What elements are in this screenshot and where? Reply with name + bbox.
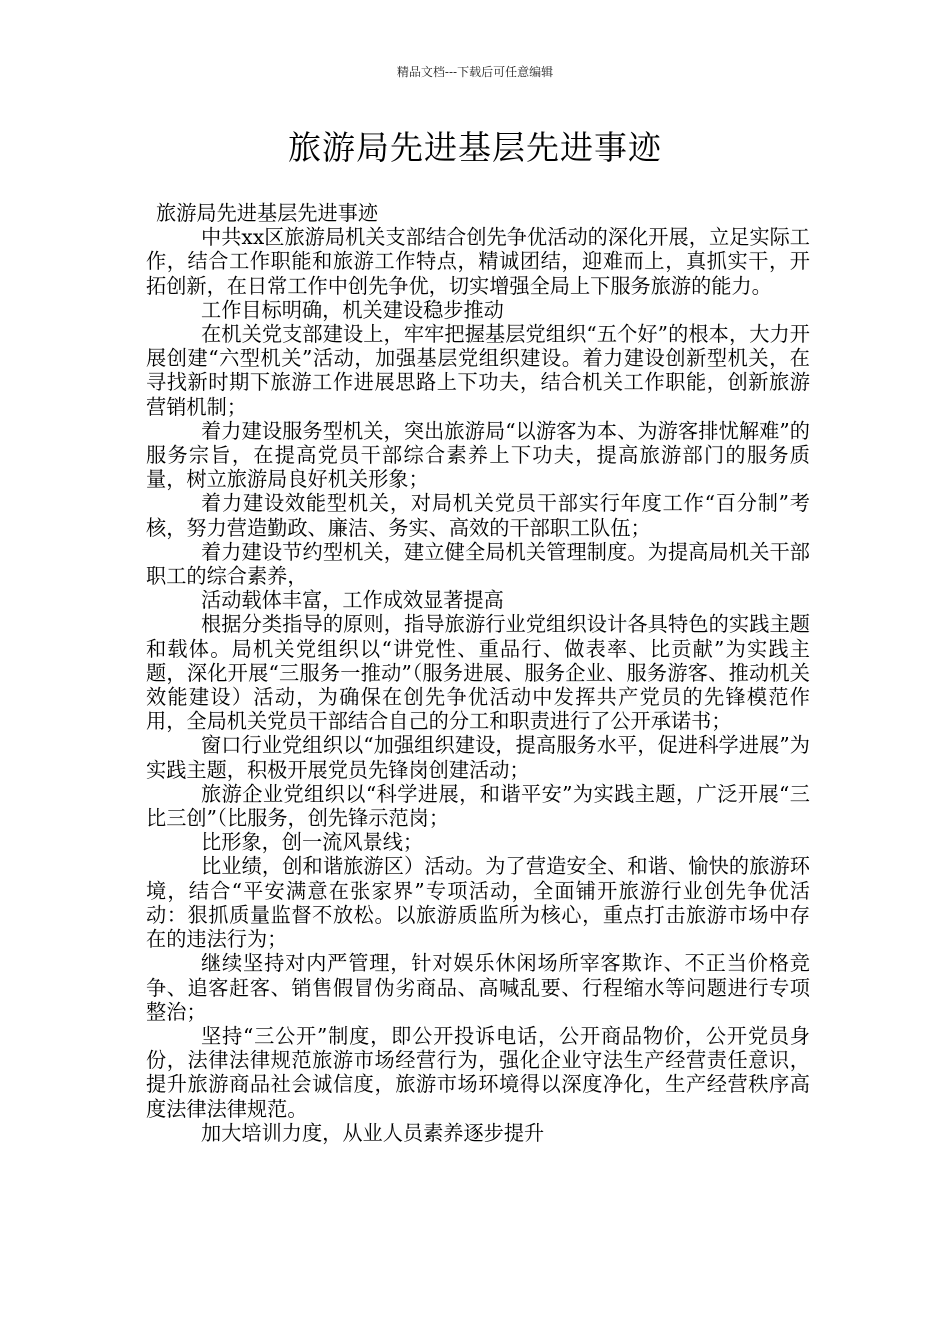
paragraph-efficiency-organ: 着力建设效能型机关，对局机关党员干部实行年度工作“百分制”考核，努力营造勤政、廉洁、务实、高效的干部职工队伍； [146, 491, 810, 540]
section-heading-training: 加大培训力度，从业人员素养逐步提升 [201, 1120, 545, 1145]
document-subheading: 旅游局先进基层先进事迹 [156, 201, 379, 225]
page-header: 精品文档---下载后可任意编辑 [396, 65, 554, 79]
section-heading-activities: 活动载体丰富，工作成效显著提高 [201, 588, 504, 613]
paragraph-management: 继续坚持对内严管理，针对娱乐休闲场所宰客欺诈、不正当价格竞争、追客赶客、销售假冒伪劣商品、高喊乱要、行程缩水等问题进行专项整治； [146, 951, 810, 1024]
paragraph-three-public: 坚持“三公开”制度，即公开投诉电话，公开商品物价，公开党员身份，法律法律规范旅游市场经营行为，强化企业守法生产经营责任意识，提升旅游商品社会诚信度，旅游市场环境得以深度净化，生产经营秩序高度法律法律规范。 [146, 1023, 810, 1121]
paragraph-window-industry: 窗口行业党组织以“加强组织建设，提高服务水平，促进科学进展”为实践主题，积极开展党员先锋岗创建活动； [146, 733, 810, 782]
paragraph-economy-organ: 着力建设节约型机关，建立健全局机关管理制度。为提高局机关干部职工的综合素养， [146, 539, 810, 589]
paragraph-tourism-enterprise: 旅游企业党组织以“科学进展，和谐平安”为实践主题，广泛开展“三比三创”（比服务，创先锋示范岗； [146, 781, 810, 831]
document-body [146, 201, 810, 1145]
paragraph-guidance: 根据分类指导的原则，指导旅游行业党组织设计各具特色的实践主题和载体。局机关党组织以“讲党性、重品行、做表率、比贡献”为实践主题，深化开展“三服务一推动”（服务进展、服务企业、服务游客、推动机关效能建设）活动，为确保在创先争优活动中发挥共产党员的先锋模范作用，全局机关党员干部结合自己的分工和职责进行了公开承诺书； [146, 612, 810, 734]
document-title: 旅游局先进基层先进事迹 [288, 128, 662, 167]
paragraph-party-branch: 在机关党支部建设上，牢牢把握基层党组织“五个好”的根本，大力开展创建“六型机关”活动，加强基层党组织建设。着力建设创新型机关，在寻找新时期下旅游工作进展思路上下功夫，结合机关工作职能，创新旅游营销机制； [146, 322, 810, 419]
paragraph-performance: 比业绩，创和谐旅游区）活动。为了营造安全、和谐、愉快的旅游环境，结合“平安满意在张家界”专项活动，全面铺开旅游行业创先争优活动：狠抓质量监督不放松。以旅游质监所为核心，重点打击旅游市场中存在的违法行为； [146, 854, 810, 952]
paragraph-service-organ: 着力建设服务型机关，突出旅游局“以游客为本、为游客排忧解难”的服务宗旨，在提高党员干部综合素养上下功夫，提高旅游部门的服务质量，树立旅游局良好机关形象； [146, 418, 810, 492]
paragraph-image: 比形象，创一流风景线； [201, 830, 424, 855]
paragraph-intro: 中共xx区旅游局机关支部结合创先争优活动的深化开展，立足实际工作，结合工作职能和旅游工作特点，精诚团结，迎难而上，真抓实干，开拓创新，在日常工作中创先争优，切实增强全局上下服务旅游的能力。 [146, 225, 810, 298]
section-heading-work-goals: 工作目标明确，机关建设稳步推动 [201, 297, 504, 322]
